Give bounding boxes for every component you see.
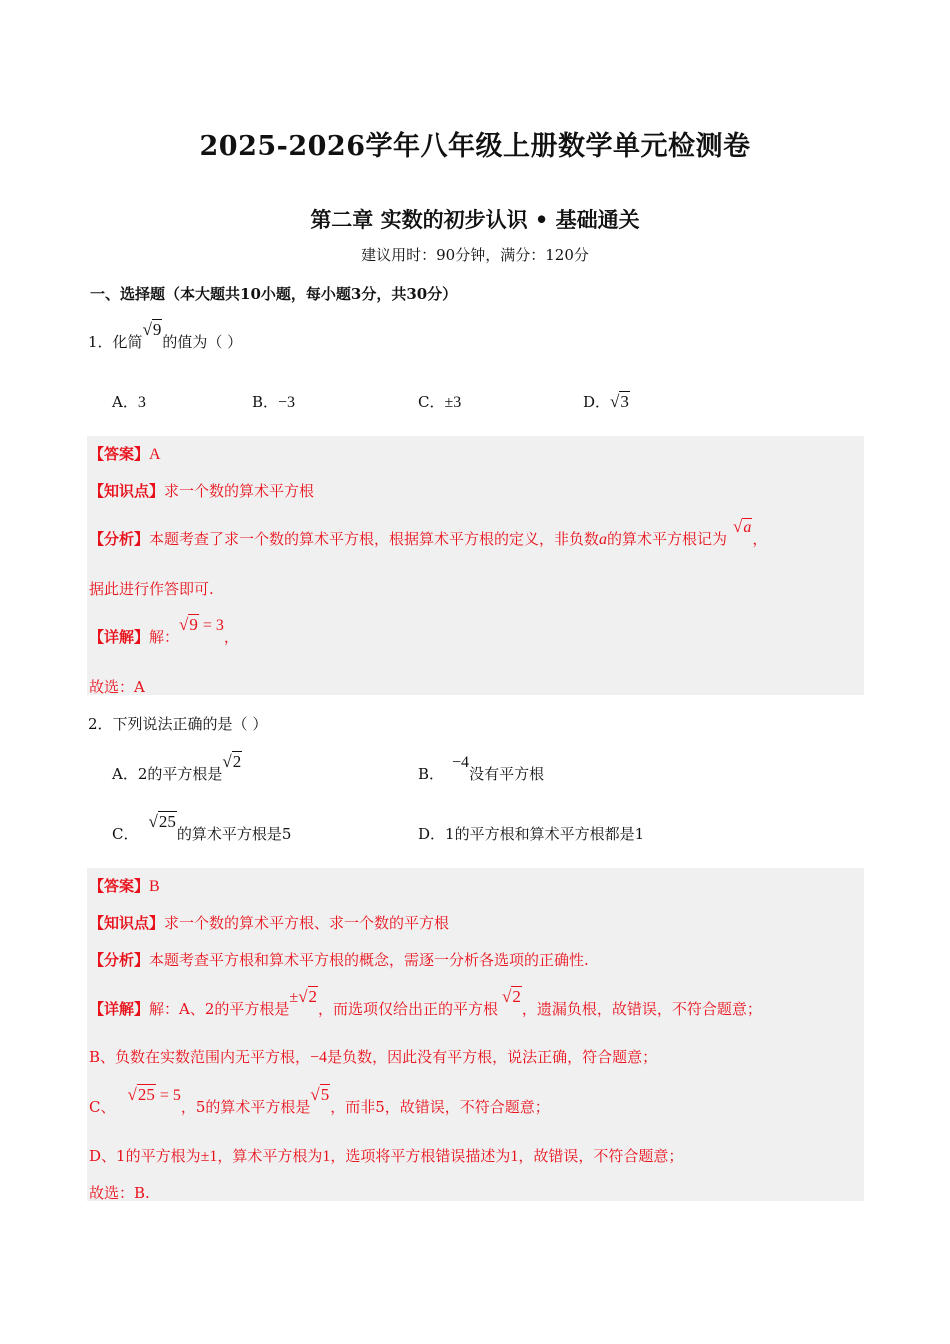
sqrt-expression: √2: [222, 752, 242, 771]
detail-line: 【详解】解：√9 = 3，: [89, 615, 239, 646]
question-number: 2．: [88, 715, 113, 733]
option-b: B．−4没有平方根: [418, 754, 545, 783]
analysis-line-2: 据此进行作答即可.: [89, 580, 214, 598]
time-info: 建议用时：90分钟，满分：120分: [361, 246, 589, 264]
sqrt-expression: √a: [733, 517, 752, 536]
sqrt-expression: √25: [127, 1085, 155, 1104]
sqrt-expression: √2: [298, 987, 318, 1006]
sqrt-expression: √2: [502, 987, 521, 1006]
answer-line: 【答案】A: [89, 445, 161, 463]
sqrt-expression: √9: [179, 615, 198, 634]
option-a: A．3: [112, 393, 146, 411]
sqrt-expression: √3: [610, 392, 629, 411]
sqrt-expression: √5: [310, 1085, 330, 1104]
detail-line-a: 【详解】解：A、2的平方根是±√2，而选项仅给出正的平方根√2，遗漏负根，故错误，不符合题意；: [89, 987, 762, 1018]
sqrt-expression: √9: [142, 320, 162, 339]
final-choice: 故选：A: [89, 678, 145, 696]
knowledge-point: 【知识点】求一个数的算术平方根: [89, 482, 315, 500]
analysis-line: 【分析】本题考查平方根和算术平方根的概念，需逐一分析各选项的正确性.: [89, 951, 589, 969]
final-choice: 故选：B.: [89, 1184, 150, 1202]
detail-line-c: C、√25 = 5，5的算术平方根是√5，而非5，故错误，不符合题意；: [89, 1085, 550, 1116]
analysis-line: 【分析】本题考查了求一个数的算术平方根，根据算术平方根的定义，非负数a的算术平方根记为√a，: [89, 517, 768, 548]
option-c: C．±3: [418, 393, 462, 411]
option-d: D．1的平方根和算术平方根都是1: [418, 825, 645, 843]
detail-line-d: D、1的平方根为±1，算术平方根为1，选项将平方根错误描述为1，故错误，不符合题意；: [89, 1147, 684, 1165]
option-b: B．−3: [252, 393, 296, 411]
answer-block-2: [87, 868, 864, 1201]
knowledge-point: 【知识点】求一个数的算术平方根、求一个数的平方根: [89, 914, 450, 932]
option-c: C．√25的算术平方根是5: [112, 812, 292, 843]
exam-title: 2025-2026学年八年级上册数学单元检测卷: [199, 131, 751, 162]
question-2-stem: 2．下列说法正确的是（ ）: [88, 715, 268, 733]
question-1-stem: 1．化简√9的值为（ ）: [88, 320, 243, 351]
answer-block-1: [87, 436, 864, 695]
detail-line-b: B、负数在实数范围内无平方根，−4是负数，因此没有平方根，说法正确，符合题意；: [89, 1048, 658, 1066]
option-d: D．√3: [583, 392, 629, 411]
chapter-subtitle: 第二章 实数的初步认识 • 基础通关: [310, 207, 640, 232]
question-number: 1．: [88, 333, 113, 351]
answer-line: 【答案】B: [89, 877, 160, 895]
section-heading: 一、选择题（本大题共10小题，每小题3分，共30分）: [90, 285, 458, 303]
option-a: A．2的平方根是√2: [112, 752, 242, 783]
sqrt-expression: √25: [148, 812, 176, 831]
